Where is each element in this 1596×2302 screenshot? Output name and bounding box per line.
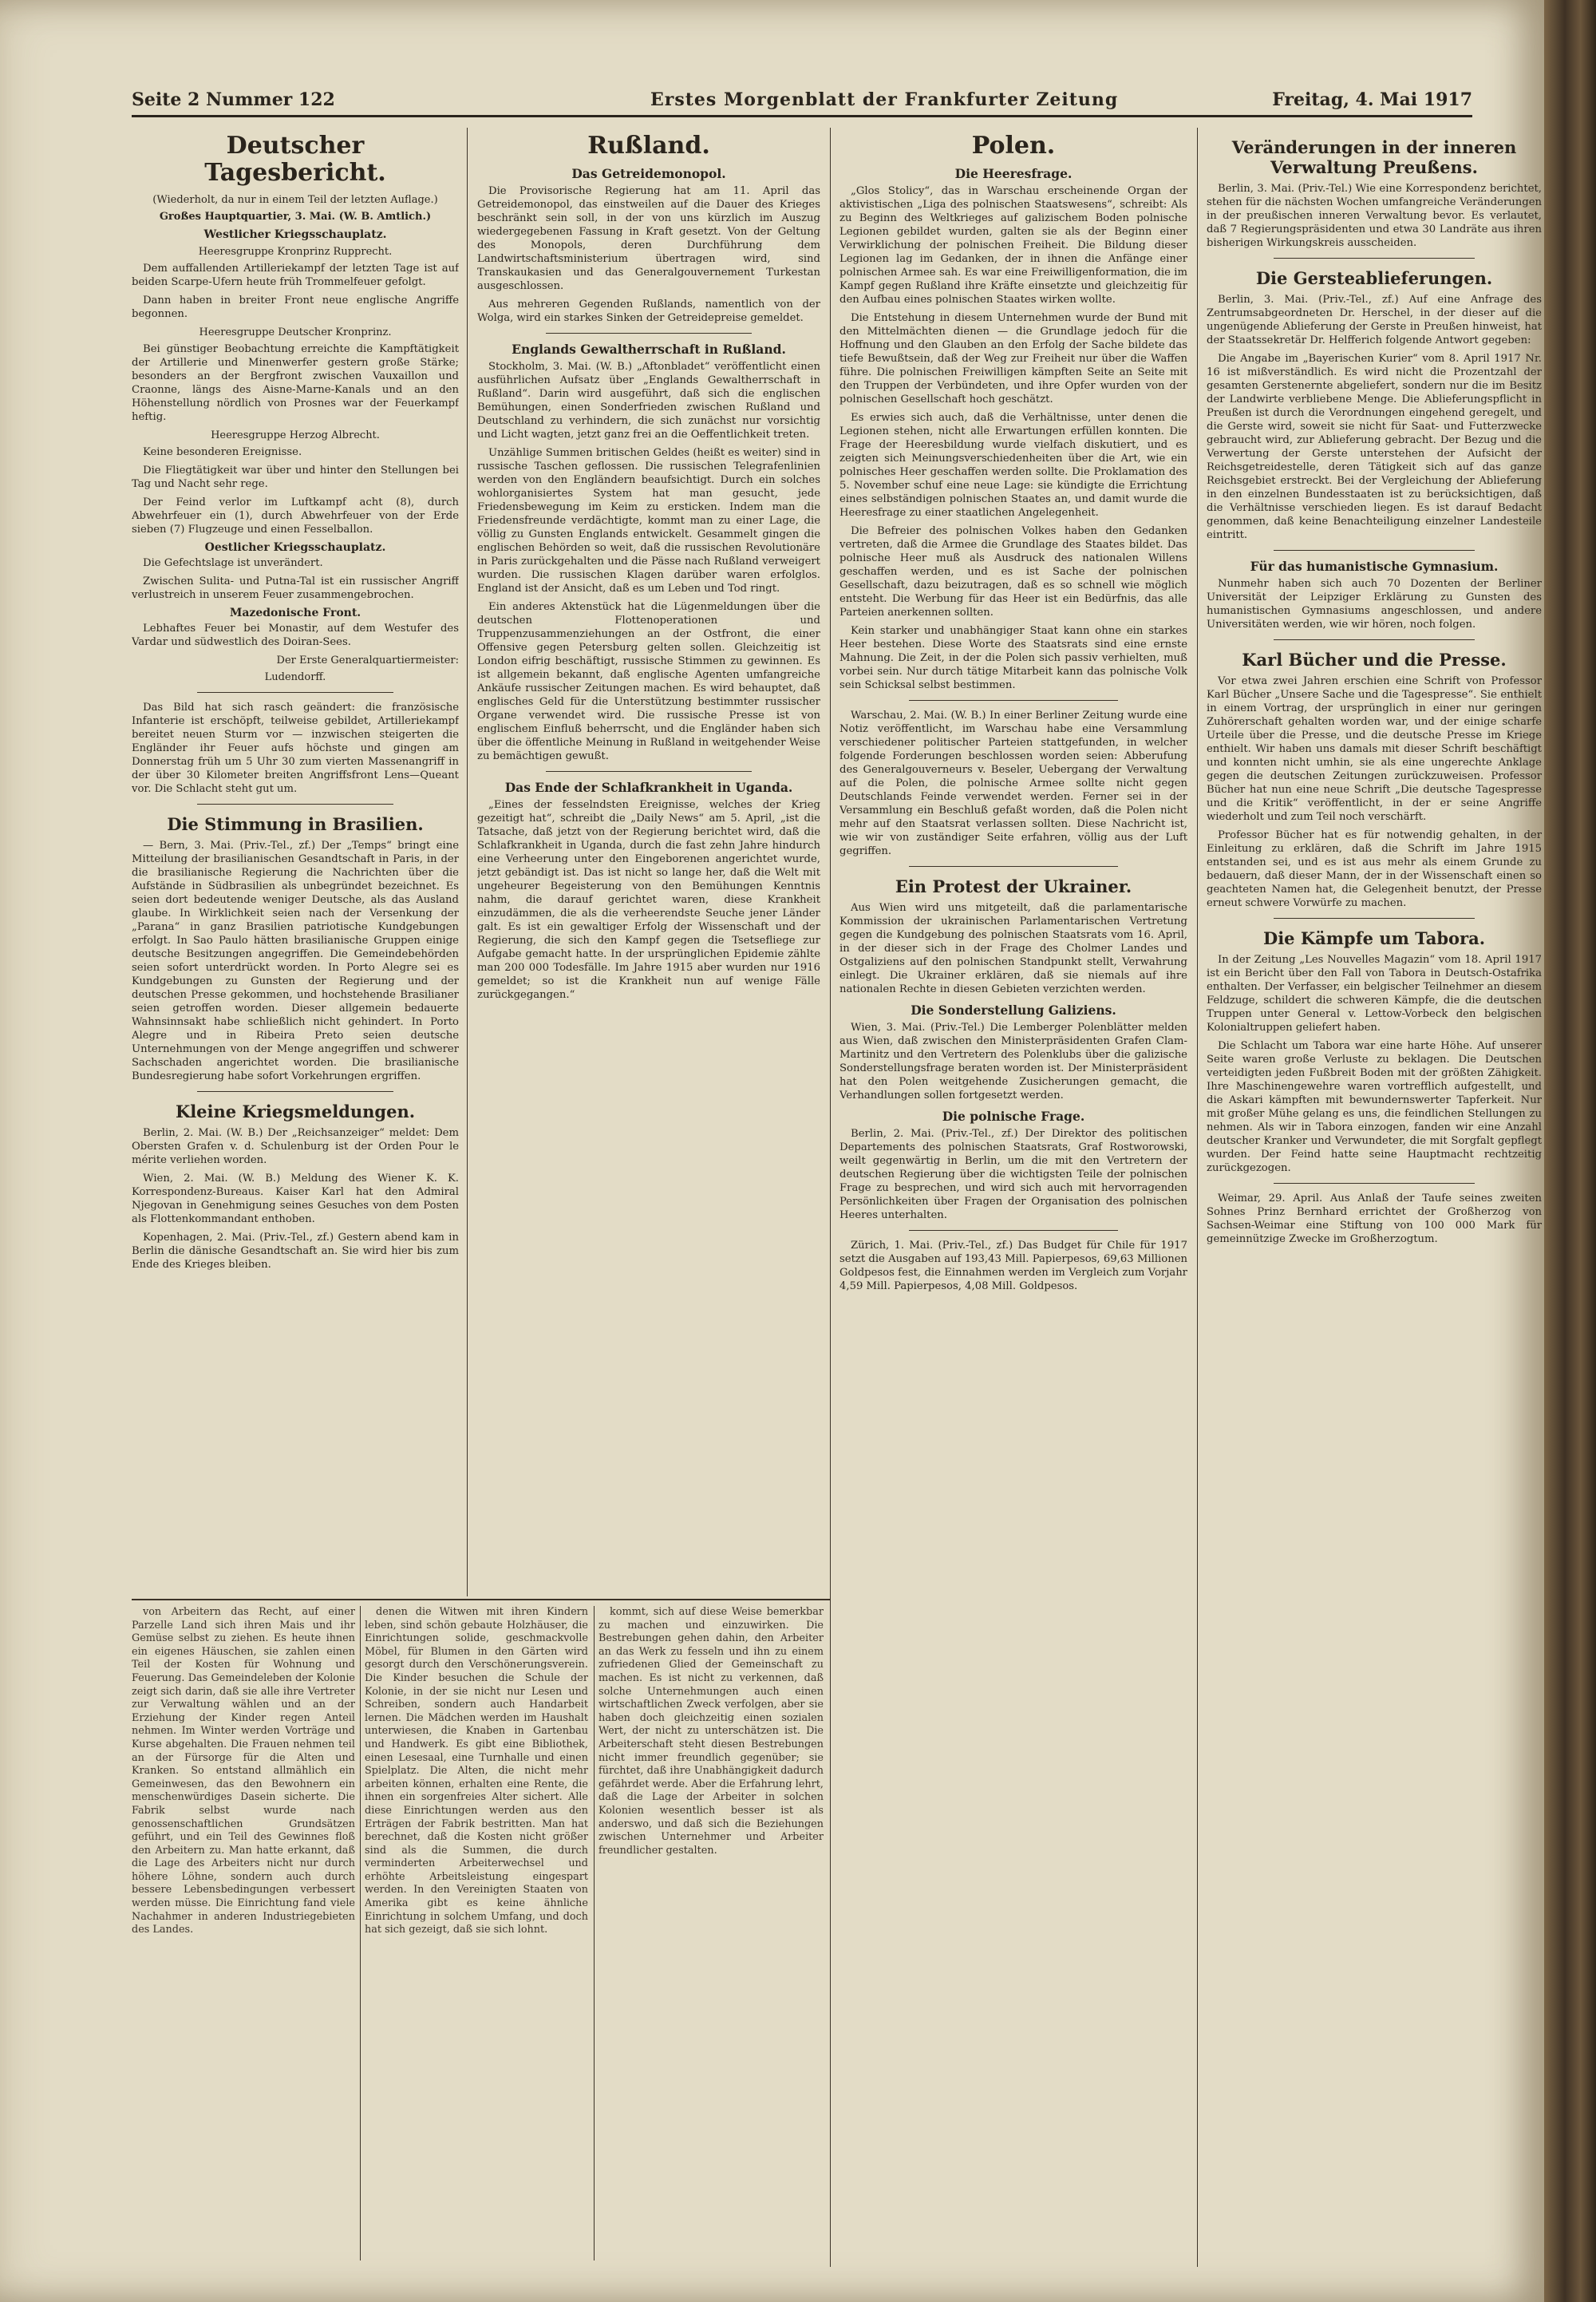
paragraph: Unzählige Summen britischen Geldes (heißt es weiter) sind in russische Taschen geflossen. Die russischen Telegrafenlinien werden von den Engländern beaufsichtigt. Durch ein solches wohlorganisiertes System hat man gesucht, jede Friedensbewegung im Keim zu ersticken. Indem man die Friedensfreunde verdächtigte, kommt man zu einer Lage, die völlig zu Gunsten Englands entwickelt. Gesammelt gingen die englischen Behörden so weit, daß die russischen Revolutionäre in Paris zurückgehalten und die Pässe nach Rußland verweigert wurden. Die russischen Klagen darüber waren erfolglos. England ist der Ansicht, daß es um Leben und Tod ringt. [477,447,820,595]
paragraph: Bei günstiger Beobachtung erreichte die Kampftätigkeit der Artillerie und Minenwerfer gestern große Stärke; besonders an der Bergfront zwischen Vauxaillon und Craonne, längs des Aisne-Marne-Kanals und an den Höhenstellung nördlich von Prosnes war der Feuerkampf heftig. [132,343,459,423]
book-binding [1544,0,1596,2302]
section-east: Oestlicher Kriegsschauplatz. [204,541,386,554]
column-2 [477,128,820,1588]
paragraph: Ein anderes Aktenstück hat die Lügenmeldungen über die deutschen Flottenoperationen und Truppenzusammenziehungen an der Ostfront, die einer Offensive gegen Petersburg gelten sollen. Gleichzeitig ist London eifrig beschäftigt, russische Stimmen zu gewinnen. Es ist allgemein bekannt, daß englische Agenten umfangreiche Ankäufe russischer Zeitungen machen. Es wird behauptet, daß englisches Geld für die Unterstützung bestimmter russischer Organe verwendet wird. Die russische Presse ist von englischem Einfluß beherrscht, und die Engländer haben sich über die öffentliche Meinung in Rußland in weitgehender Weise zu bemächtigen gewußt. [477,601,820,762]
paragraph: Berlin, 3. Mai. (Priv.-Tel.) Wie eine Korrespondenz berichtet, stehen für die nächsten Wochen umfangreiche Veränderungen in der preußischen inneren Verwaltung bevor. Es verlautet, daß 7 Regierungspräsidenten und etwa 30 Landräte aus ihren bisherigen Wirkungskreis ausscheiden. [1207,183,1542,249]
column-4 [1207,128,1542,2267]
article-title-gerste: Die Gersteablieferungen. [1255,268,1493,288]
paragraph: Die Befreier des polnischen Volkes haben den Gedanken vertreten, daß die Armee die Grundlage des Staates bildet. Das polnische Heer muß als Ausdruck des nationalen Willens geschaffen werden, und es ist Sache der polnischen Gesellschaft, dazu beizutragen, daß es so schnell wie möglich entsteht. Die Werbung für das Heer ist ein Bedürfnis, das alle Parteien anerkennen sollten. [839,525,1187,619]
divider [546,333,752,334]
paragraph: denen die Witwen mit ihren Kindern leben, sind schön gebaute Holzhäuser, die Einrichtungen solide, geschmackvolle Möbel, für Blumen in den Gärten wird gesorgt durch den Verschönerungsverein. Die Kinder besuchen die Schule der Kolonie, in der sie nicht nur Lesen und Schreiben, sondern auch Handarbeit lernen. Die Mädchen werden im Haushalt unterwiesen, die Knaben in Gartenbau und Handwerk. Es gibt eine Bibliothek, einen Lesesaal, eine Turnhalle und einen Spielplatz. Die Alten, die nicht mehr arbeiten können, erhalten eine Rente, die ihnen ein sorgenfreies Alter sichert. Alle diese Einrichtungen werden aus den Erträgen der Fabrik bestritten. Man hat berechnet, daß die Kosten nicht größer sind als die Summen, die durch verminderten Arbeiterwechsel und erhöhte Arbeitsleistung eingespart werden. In den Vereinigten Staaten von Amerika gibt es keine ähnliche Einrichtung in solchem Umfang, und doch hat sich gezeigt, daß sie sich lohnt. [365,1606,588,1936]
article-title-polen: Polen. [971,132,1056,160]
paragraph: Die Entstehung in diesem Unternehmen wurde der Bund mit den Mittelmächten dienen — die Grundlage jedoch für die Hoffnung und den Glauben an den Erfolg der Sache bildete das tiefe Bewußtsein, daß der Weg zur Freiheit nur über die Waffen führe. Die polnischen Freiwilligen kämpften Seite an Seite mit den Truppen der Verbündeten, und ihre Opfer wurden von der polnischen Gesellschaft hoch geschätzt. [839,312,1187,405]
divider [909,700,1118,701]
feuilleton-rule [360,1606,361,2260]
paragraph: — Bern, 3. Mai. (Priv.-Tel., zf.) Der „Temps“ bringt eine Mitteilung der brasilianischen Gesandtschaft in Paris, in der die brasilianische Regierung die Nachrichten über die Aufstände in Südbrasilien als unbegründet bezeichnet. Es seien dort bedeutende weniger Deutsche, als das Ausland glaube. In Wirklichkeit seien nach der Versenkung der „Parana“ in ganz Brasilien patriotische Kundgebungen erfolgt. In Sao Paulo hätten brasilianische Gruppen einige deutsche Besitzungen angegriffen. Die Gemeindebehörden seien sofort unterdrückt worden. In Porto Alegre sei es Kundgebungen zu Gunsten der Regierung und der deutschen Presse gekommen, und hochstehende Brasilianer seien getroffen worden. Dieser allgemein bedauerte Wahnsinnsakt habe schließlich nicht gehindert. In Porto Alegre und in Ribeira Preto seien deutsche Unternehmungen von der Menge angegriffen und schwerer Sachschaden angerichtet worden. Die brasilianische Bundesregierung habe sofort Vorkehrungen ergriffen. [132,840,459,1082]
divider [909,866,1118,867]
paragraph: Professor Bücher hat es für notwendig gehalten, in der Einleitung zu erklären, daß die Schrift im Jahre 1915 entstanden sei, und es ist aus mehr als einem Grunde zu bedauern, daß dieser Mann, der in der Wissenschaft einen so geachteten Namen hat, die Gelegenheit benutzt, der Presse erneut schwere Vorwürfe zu machen. [1207,829,1542,909]
army-group: Heeresgruppe Deutscher Kronprinz. [199,326,392,338]
divider [1274,639,1475,640]
column-rule [1197,128,1198,2267]
column-rule [830,128,831,2267]
dateline: Großes Hauptquartier, 3. Mai. (W. B. Amtlich.) [159,211,432,223]
page-number: Seite 2 Nummer 122 [132,89,335,110]
article-title-tabora: Die Kämpfe um Tabora. [1262,928,1486,948]
divider [1274,918,1475,919]
paragraph: Berlin, 3. Mai. (Priv.-Tel., zf.) Auf eine Anfrage des Zentrumsabgeordneten Dr. Herschel, in der dieser auf die ungenügende Ablieferung der Gerste in Preußen hinweist, hat der Staatssekretär Dr. Helfferich folgende Antwort gegeben: [1207,294,1542,346]
article-title-buecher: Karl Bücher und die Presse. [1242,650,1507,670]
paragraph: kommt, sich auf diese Weise bemerkbar zu machen und einzuwirken. Die Bestrebungen gehen dahin, den Arbeiter an das Werk zu fesseln und ihn zu einem zufriedenen Glied der Gemeinschaft zu machen. Es ist nicht zu verkennen, daß solche Unternehmungen auch einen wirtschaftlichen Zweck verfolgen, aber sie haben doch gleichzeitig einen sozialen Wert, der nicht zu unterschätzen ist. Die Arbeiterschaft steht diesen Bestrebungen nicht immer freundlich gegenüber; sie fürchtet, daß ihre Unabhängigkeit dadurch gefährdet werde. Aber die Erfahrung lehrt, daß die Lage der Arbeiter in solchen Kolonien wesentlich besser ist als anderswo, und daß sich die Beziehungen zwischen Unternehmer und Arbeiter freundlicher gestalten. [598,1606,824,1857]
divider [197,804,393,805]
masthead [132,86,1472,117]
paragraph: Zürich, 1. Mai. (Priv.-Tel., zf.) Das Budget für Chile für 1917 setzt die Ausgaben auf 193,43 Mill. Papierpesos, 69,63 Millionen Goldpesos fest, die Einnahmen werden im Vergleich zum Vorjahr 4,59 Mill. Papierpesos, 4,08 Mill. Goldpesos. [839,1240,1187,1292]
issue-date: Freitag, 4. Mai 1917 [1272,89,1472,110]
paragraph: Die Angabe im „Bayerischen Kurier“ vom 8. April 1917 Nr. 16 ist mißverständlich. Es wird nicht die Prozentzahl der gesamten Gerstenernte abgeliefert, sondern nur die im Besitz der Landwirte verbliebene Menge. Die Ablieferungspflicht in Preußen ist durch die Verordnungen eingehend geregelt, und die Gerste wird, soweit sie nicht für Saat- und Futterzwecke gebraucht wird, zur Ablieferung gebracht. Der Bezug und die Verwertung der Gerste unterstehen der Aufsicht der Reichsgetreidestelle, deren Tätigkeit sich auf das ganze Reichsgebiet erstreckt. Bei der Vergleichung der Ablieferung in den einzelnen Bundesstaaten ist zu berücksichtigen, daß die Verhältnisse verschieden liegen. Es ist darauf Bedacht genommen, daß keine Benachteiligung einzelner Landesteile eintritt. [1207,353,1542,541]
paragraph: Dann haben in breiter Front neue englische Angriffe begonnen. [132,295,459,320]
paragraph: Kein starker und unabhängiger Staat kann ohne ein starkes Heer bestehen. Diese Worte des Staatsrats sind eine ernste Mahnung. Die Zeit, in der die Polen sich passiv verhielten, muß vorbei sein. Nur durch tätige Mitarbeit kann das polnische Volk sein Schicksal selbst bestimmen. [839,625,1187,691]
paragraph: Aus mehreren Gegenden Rußlands, namentlich von der Wolga, wird ein starkes Sinken der Getreidepreise gemeldet. [477,299,820,324]
divider [546,771,752,772]
feuilleton-rule [594,1606,595,2260]
signature-title: Der Erste Generalquartiermeister: [276,655,459,666]
paragraph: „Glos Stolicy“, das in Warschau erscheinende Organ der aktivistischen „Liga des polnischen Staatswesens“, schreibt: Als zu Beginn des Weltkrieges auf galizischem Boden polnische Legionen gebildet wurden, galten sie als der Beginn einer Verwirklichung der polnischen Freiheit. Die Bildung dieser Legionen lag im Gedanken, der in ihnen die Anfänge einer polnischen Armee sah. Es war eine Freiwilligenformation, die im Kampf gegen Rußland ihre Kräfte einsetzte und gleichzeitig für den Aufbau eines polnischen Staates wirken wollte. [839,185,1187,306]
paragraph: Es erwies sich auch, daß die Verhältnisse, unter denen die Legionen stehen, nicht alle Erwartungen erfüllen konnten. Die Frage der Heeresbildung wurde vielfach diskutiert, und es zeigten sich Meinungsverschiedenheiten über die Art, wie ein polnisches Heer geschaffen werden sollte. Die Proklamation des 5. November schuf eine neue Lage: sie kündigte die Errichtung eines selbständigen polnischen Staates an, und damit wurde die Heeresfrage zu einer staatlichen Angelegenheit. [839,412,1187,519]
column-rule [467,128,468,1596]
paragraph: Aus Wien wird uns mitgeteilt, daß die parlamentarische Kommission der ukrainischen Parlamentarischen Vertretung gegen die Kundgebung des polnischen Staatsrats vom 16. April, in der dieser sich in der Frage des Cholmer Landes und Ostgaliziens auf den polnischen Standpunkt stellt, Verwahrung einlegt. Die Ukrainer erklären, daß sie niemals auf ihre nationalen Rechte in diesen Gebieten verzichten werden. [839,902,1187,995]
divider [1274,258,1475,259]
subheading: Die Heeresfrage. [954,166,1073,181]
subheading: Das Getreidemonopol. [571,166,726,181]
subheading: Die polnische Frage. [942,1109,1085,1124]
article-title-tagesbericht: Deutscher Tagesbericht. [204,132,386,187]
article-title-russland: Rußland. [587,132,710,160]
paragraph: Berlin, 2. Mai. (W. B.) Der „Reichsanzeiger“ meldet: Dem Obersten Grafen v. d. Schulenburg ist der Orden Pour le mérite verliehen worden. [132,1127,459,1166]
paragraph: Keine besonderen Ereignisse. [143,446,302,458]
feuilleton-column-1 [132,1606,355,2260]
paragraph: Wien, 2. Mai. (W. B.) Meldung des Wiener K. K. Korrespondenz-Bureaus. Kaiser Karl hat den Admiral Njegovan in Genehmigung seines Gesuches von dem Posten als Flottenkommandant enthoben. [132,1173,459,1225]
paragraph: Die Provisorische Regierung hat am 11. April das Getreidemonopol, das einstweilen auf die Dauer des Krieges beschränkt sein soll, in der von uns kürzlich im Auszug wiedergegebenen Fassung in Kraft gesetzt. Von der Geltung des Monopols, deren Durchführung dem Landwirtschaftsministerium übertragen wird, sind Transkaukasien und das Generalgouvernement Turkestan ausgeschlossen. [477,185,820,292]
divider [197,692,393,693]
subheading: Das Ende der Schlafkrankheit in Uganda. [504,780,793,795]
feuilleton-rule [132,1599,830,1600]
subheading: Die Sonderstellung Galiziens. [911,1003,1116,1018]
feuilleton-column-3 [598,1606,824,2260]
paragraph: Lebhaftes Feuer bei Monastir, auf dem Westufer des Vardar und südwestlich des Doiran-Sees. [132,623,459,648]
section-macedonia: Mazedonische Front. [229,607,361,619]
divider [1274,550,1475,551]
divider [909,1230,1118,1231]
feuilleton-column-2 [365,1606,588,2260]
paragraph: Dem auffallenden Artilleriekampf der letzten Tage ist auf beiden Scarpe-Ufern heute früh Trommelfeuer gefolgt. [132,263,459,288]
paragraph: Die Fliegtätigkeit war über und hinter den Stellungen bei Tag und Nacht sehr rege. [132,465,459,490]
paragraph: Warschau, 2. Mai. (W. B.) In einer Berliner Zeitung wurde eine Notiz veröffentlicht, im Warschau habe eine Versammlung verschiedener politischer Parteien stattgefunden, in welcher folgende Forderungen beschlossen worden seien: Abberufung des Generalgouverneurs v. Beseler, Uebergang der Verwaltung auf die Polen, die polnische Armee sollte nicht gegen Deutschlands Feinde verwendet werden. Ferner sei in der Versammlung ein Beschluß gefaßt worden, daß die Polen nicht mehr auf den Staatsrat verlassen sollten. Diese Nachricht ist, wie wir von zuständiger Seite erfahren, völlig aus der Luft gegriffen. [839,710,1187,857]
paragraph: Wien, 3. Mai. (Priv.-Tel.) Die Lemberger Polenblätter melden aus Wien, daß zwischen den Ministerpräsidenten Grafen Clam-Martinitz und den Vertretern des Polenklubs über die galizische Sonderstellungsfrage beraten worden ist. Der Ministerpräsident hat den Polen weitgehende Zusicherungen gemacht, die Verhandlungen sollen fortgesetzt werden. [839,1022,1187,1102]
army-group: Heeresgruppe Herzog Albrecht. [211,429,380,441]
subheading: Für das humanistische Gymnasium. [1250,559,1499,574]
signature: Ludendorff. [264,671,326,683]
paragraph: von Arbeitern das Recht, auf einer Parzelle Land sich ihren Mais und ihr Gemüse selbst zu ziehen. Es heute ihnen ein eigenes Häuschen, sie zahlen einen Teil der Kosten für Wohnung und Feuerung. Das Gemeindeleben der Kolonie zeigt sich darin, daß sie alle ihre Vertreter zur Verwaltung wählen und an der Erziehung der Kinder regen Anteil nehmen. Im Winter werden Vorträge und Kurse abgehalten. Die Frauen nehmen teil an der Fürsorge für die Alten und Kranken. So entstand allmählich ein Gemeinwesen, das den Bewohnern ein menschenwürdiges Dasein sicherte. Die Fabrik selbst wurde nach genossenschaftlichen Grundsätzen geführt, und ein Teil des Gewinnes floß den Arbeitern zu. Man hatte erkannt, daß die Lage des Arbeiters nicht nur durch höhere Löhne, sondern auch durch bessere Lebensbedingungen verbessert werden müsse. Die Einrichtung fand viele Nachahmer in anderen Industriegebieten des Landes. [132,1606,355,1936]
paragraph: Berlin, 2. Mai. (Priv.-Tel., zf.) Der Direktor des politischen Departements des polnischen Staatsrats, Graf Rostworowski, weilt gegenwärtig in Berlin, um die mit den Vertretern der deutschen Regierung über die wichtigsten Teile der polnischen Frage zu besprechen, und wird sich auch mit hervorragenden Persönlichkeiten über Fragen der Organisation des polnischen Heeres unterhalten. [839,1128,1187,1221]
note: (Wiederholt, da nur in einem Teil der letzten Auflage.) [152,194,438,206]
article-title-ukrainer: Ein Protest der Ukrainer. [895,876,1132,896]
paragraph: „Eines der fesselndsten Ereignisse, welches der Krieg gezeitigt hat“, schreibt die „Daily News“ am 5. April, „ist die Tatsache, daß jetzt von der Regierung berichtet wird, daß die Schlafkrankheit in Uganda, durch die fast zehn Jahre hindurch eine Verheerung unter den Eingeborenen angerichtet wurde, jetzt gebändigt ist. Das ist nicht so lange her, daß die Welt mit ungeheurer Begeisterung von den Bemühungen Kenntnis nahm, die darauf gerichtet waren, diese Krankheit einzudämmen, die als die verheerendste Seuche jener Länder galt. Es ist ein gewaltiger Erfolg der Wissenschaft und der Regierung, die sich den Kampf gegen die Tsetsefliege zur Aufgabe gemacht hatte. In der ursprünglichen Epidemie zählte man 200 000 Todesfälle. Im Jahre 1915 aber wurden nur 1916 gemeldet; so ist die Krankheit nun auf wenige Fälle zurückgegangen.“ [477,799,820,1001]
paragraph: Nunmehr haben sich auch 70 Dozenten der Berliner Universität der Leipziger Erklärung zu Gunsten des humanistischen Gymnasiums angeschlossen, und andere Universitäten werden, wie wir hören, noch folgen. [1207,578,1542,631]
paragraph: Die Schlacht um Tabora war eine harte Höhe. Auf unserer Seite waren große Verluste zu beklagen. Die Deutschen verteidigten jeden Fußbreit Boden mit der größten Zähigkeit. Ihre Maschinengewehre waren vortrefflich aufgestellt, und die Askari kämpften mit bewundernswerter Tapferkeit. Nur mit großer Mühe gelang es uns, die feindlichen Stellungen zu nehmen. Als wir in Tabora einzogen, fanden wir eine Anzahl deutscher Kranker und Verwundeter, die mit Sorgfalt gepflegt wurden. Der Feind hatte seine Hauptmacht rechtzeitig zurückgezogen. [1207,1040,1542,1174]
column-3 [839,128,1187,2267]
paragraph: Kopenhagen, 2. Mai. (Priv.-Tel., zf.) Gestern abend kam in Berlin die dänische Gesandtschaft an. Sie wird hier bis zum Ende des Krieges bleiben. [132,1232,459,1271]
paragraph: Zwischen Sulita- und Putna-Tal ist ein russischer Angriff verlustreich in unserem Feuer zusammengebrochen. [132,576,459,601]
divider [1274,1183,1475,1184]
paragraph: Vor etwa zwei Jahren erschien eine Schrift von Professor Karl Bücher „Unsere Sache und die Tagespresse“. Sie enthielt in einem Vortrag, der ursprünglich in einer nur geringen Zuhörerschaft gehalten worden war, und der einige scharfe Urteile über die Presse, und die deutsche Presse im Kriege enthielt. Wir haben uns damals mit dieser Schrift beschäftigt und konnten nicht umhin, sie als eine ungerechte Anklage gegen die deutschen Zeitungen zurückzuweisen. Professor Bücher hat nun eine neue Schrift „Die deutsche Tagespresse und die Kritik“ veröffentlicht, in der er seine Angriffe wiederholt und zum Teil noch verschärft. [1207,675,1542,823]
paragraph: Die Gefechtslage ist unverändert. [143,557,323,569]
paragraph: Weimar, 29. April. Aus Anlaß der Taufe seines zweiten Sohnes Prinz Bernhard errichtet der Großherzog von Sachsen-Weimar eine Stiftung von 100 000 Mark für gemeinnützige Zwecke im Großherzogtum. [1207,1193,1542,1245]
section-west: Westlicher Kriegsschauplatz. [203,228,387,241]
army-group: Heeresgruppe Kronprinz Rupprecht. [198,246,393,258]
divider [197,1091,393,1092]
article-title-kriegsmeldungen: Kleine Kriegsmeldungen. [175,1102,416,1121]
article-title-brasilien: Die Stimmung in Brasilien. [167,814,424,834]
column-1 [132,128,459,1588]
paragraph: Das Bild hat sich rasch geändert: die französische Infanterie ist erschöpft, teilweise gebildet, Artilleriekampf bereitet neuen Sturm vor — inzwischen steigerten die Engländer ihr Feuer aufs höchste und gingen am Donnerstag früh um 5 Uhr 30 zum vierten Massenangriff in der über 30 Kilometer breiten Angriffsfront Lens—Queant vor. Die Schlacht steht gut um. [132,702,459,795]
newspaper-title: Erstes Morgenblatt der Frankfurter Zeitung [650,89,1119,110]
paragraph: In der Zeitung „Les Nouvelles Magazin“ vom 18. April 1917 ist ein Bericht über den Fall von Tabora in Deutsch-Ostafrika enthalten. Der Verfasser, ein belgischer Teilnehmer an diesem Feldzuge, schildert die schweren Kämpfe, die die deutschen Truppen unter General v. Lettow-Vorbeck den belgischen Kolonialtruppen geliefert haben. [1207,954,1542,1034]
paragraph: Der Feind verlor im Luftkampf acht (8), durch Abwehrfeuer ein (1), durch Abwehrfeuer von der Erde sieben (7) Flugzeuge und einen Fesselballon. [132,496,459,536]
paragraph: Stockholm, 3. Mai. (W. B.) „Aftonbladet“ veröffentlicht einen ausführlichen Aufsatz über „Englands Gewaltherrschaft in Rußland“. Darin wird ausgeführt, daß sich die englischen Bemühungen, einen Sonderfrieden zwischen Rußland und Deutschland zu verhindern, die sich zunächst nur vorsichtig und Licht wagten, jetzt ganz frei an die Oeffentlichkeit treten. [477,361,820,441]
subheading: Englands Gewaltherrschaft in Rußland. [512,342,786,357]
article-title-verwaltung: Veränderungen in der inneren Verwaltung Preußens. [1231,137,1517,177]
